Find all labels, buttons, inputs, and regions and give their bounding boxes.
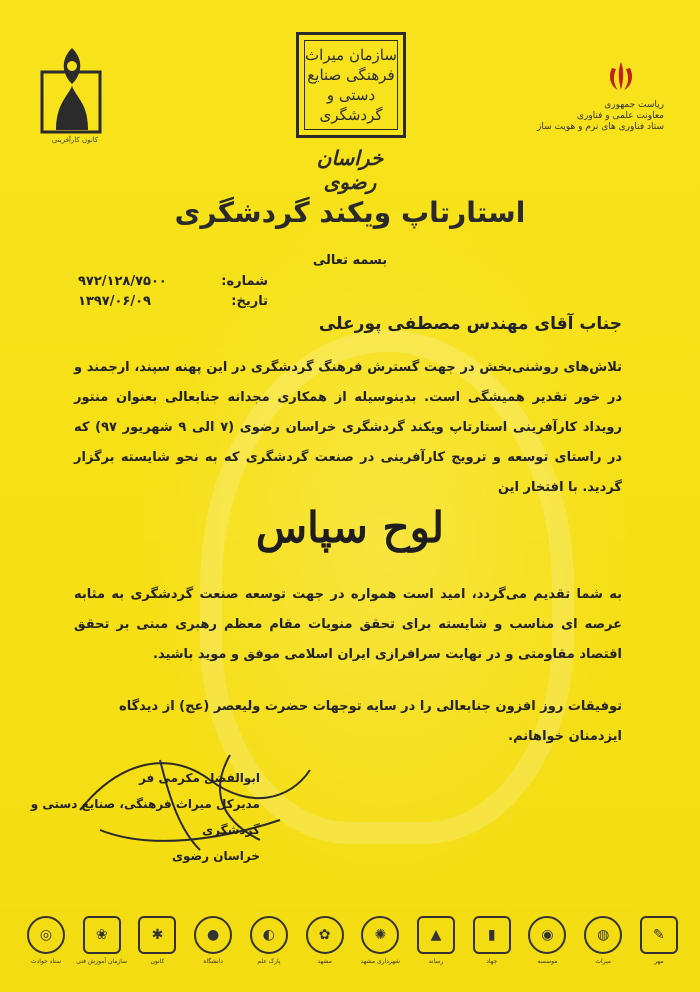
sponsor-label: سازمان آموزش فنی — [76, 957, 128, 965]
center-logo-text: سازمان میراث فرهنگی صنایع دستی و گردشگری — [305, 46, 397, 124]
signer-name: ابوالفضل مکرمی فر — [138, 771, 260, 785]
sponsor-icon: ✿ — [306, 916, 344, 954]
event-title: استارتاپ ویکند گردشگری — [174, 196, 526, 229]
sponsor-label: موسسه — [537, 957, 558, 965]
heritage-organization-logo — [296, 32, 406, 138]
basmala: بسمه تعالی — [312, 253, 388, 268]
sponsor-icon: ▮ — [473, 916, 511, 954]
sponsor-icon: ▲ — [417, 916, 455, 954]
closing-paragraph: توفیقات روز افزون جنابعالی را در سایه توجهات حضرت ولیعصر (عج) از دیدگاه ایزدمنان خواهانم. — [119, 699, 622, 744]
date-value: ۱۳۹۷/۰۶/۰۹ — [78, 294, 151, 309]
signer-province: خراسان رضوی — [172, 849, 260, 863]
sponsor-label: شهرداری مشهد — [360, 957, 401, 965]
entrepreneurship-logo-icon — [38, 44, 106, 136]
sponsor-logos — [20, 900, 685, 980]
date-label: تاریخ: — [231, 294, 268, 309]
letter-meta — [78, 272, 268, 312]
sponsor-logo — [354, 905, 406, 975]
sponsor-logo — [243, 905, 295, 975]
sponsor-label: کانون — [150, 957, 165, 965]
sponsor-logo — [20, 905, 72, 975]
left-logo-caption: کانون کارآفرینی — [51, 136, 99, 144]
number-label: شماره: — [221, 274, 268, 289]
sponsor-logo — [410, 905, 462, 975]
certificate-heading: لوح سپاس — [255, 503, 445, 552]
iran-emblem-icon — [604, 60, 638, 94]
sponsor-logo — [187, 905, 239, 975]
sponsor-icon: ◎ — [27, 916, 65, 954]
sponsor-logo — [76, 905, 128, 975]
sponsor-icon: ✺ — [361, 916, 399, 954]
sponsor-logo — [466, 905, 518, 975]
sponsor-icon: ◐ — [250, 916, 288, 954]
signer-role: مدیرکل میراث فرهنگی، صنایع دستی و گردشگری — [30, 797, 260, 837]
gov-line: معاونت علمی و فناوری — [576, 111, 664, 121]
sponsor-logo — [577, 905, 629, 975]
sponsor-logo — [131, 905, 183, 975]
sponsor-icon: ● — [194, 916, 232, 954]
body-paragraph-2: به شما تقدیم می‌گردد، امید است همواره در جهت توسعه صنعت گردشگری به مثابه عرصه ای مناسب و شایسته برای تحقق منویات مقام معظم رهبری مبنی بر تحقق اقتصاد مقاومتی و در نهایت سرافرازی ایران اسلامی موفق و موید باشید. — [74, 587, 622, 662]
sponsor-label: ستاد حوادث — [30, 957, 62, 965]
sponsor-label: پارک علم — [257, 957, 281, 965]
sponsor-label: مشهد — [317, 957, 332, 965]
government-text — [524, 100, 664, 133]
sponsor-icon: ◍ — [584, 916, 622, 954]
number-value: ۹۷۲/۱۲۸/۷۵۰۰ — [78, 274, 167, 289]
sponsor-label: جهاد — [486, 957, 498, 965]
sponsor-logo — [299, 905, 351, 975]
gov-line: ریاست جمهوری — [604, 100, 664, 110]
sponsor-label: رسانه — [428, 957, 444, 965]
gov-line: ستاد فناوری های نرم و هویت ساز — [537, 122, 664, 132]
sponsor-label: دانشگاه — [203, 957, 223, 965]
sponsor-icon: ✱ — [138, 916, 176, 954]
number-row — [78, 272, 268, 292]
date-row — [78, 292, 268, 312]
sponsor-icon: ✎ — [640, 916, 678, 954]
sponsor-label: میراث — [595, 957, 612, 965]
sponsor-logo — [521, 905, 573, 975]
signature-block — [30, 765, 260, 869]
recipient: جناب آقای مهندس مصطفی پورعلی — [318, 314, 622, 334]
sponsor-icon: ◉ — [528, 916, 566, 954]
body-paragraph-1: تلاش‌های روشنی‌بخش در جهت گسترش فرهنگ گردشگری در این پهنه سپند، ارجمند و در خور تقدیر همیشگی است. بدینوسیله از همکاری مجدانه جنابعالی بعنوان منتور رویداد کارآفرینی استارتاپ ویکند گردشگری خراسان رضوی (۷ الی ۹ شهریور ۹۷) که در راستای توسعه و ترویج کارآفرینی در صنعت گردشگری که به نحو شایسته برگزار گردید. با افتخار این — [74, 360, 622, 495]
sponsor-icon: ❀ — [83, 916, 121, 954]
sponsor-label: مهر — [654, 957, 664, 965]
sponsor-logo — [633, 905, 685, 975]
province-label: خراسان رضوی — [316, 146, 384, 194]
